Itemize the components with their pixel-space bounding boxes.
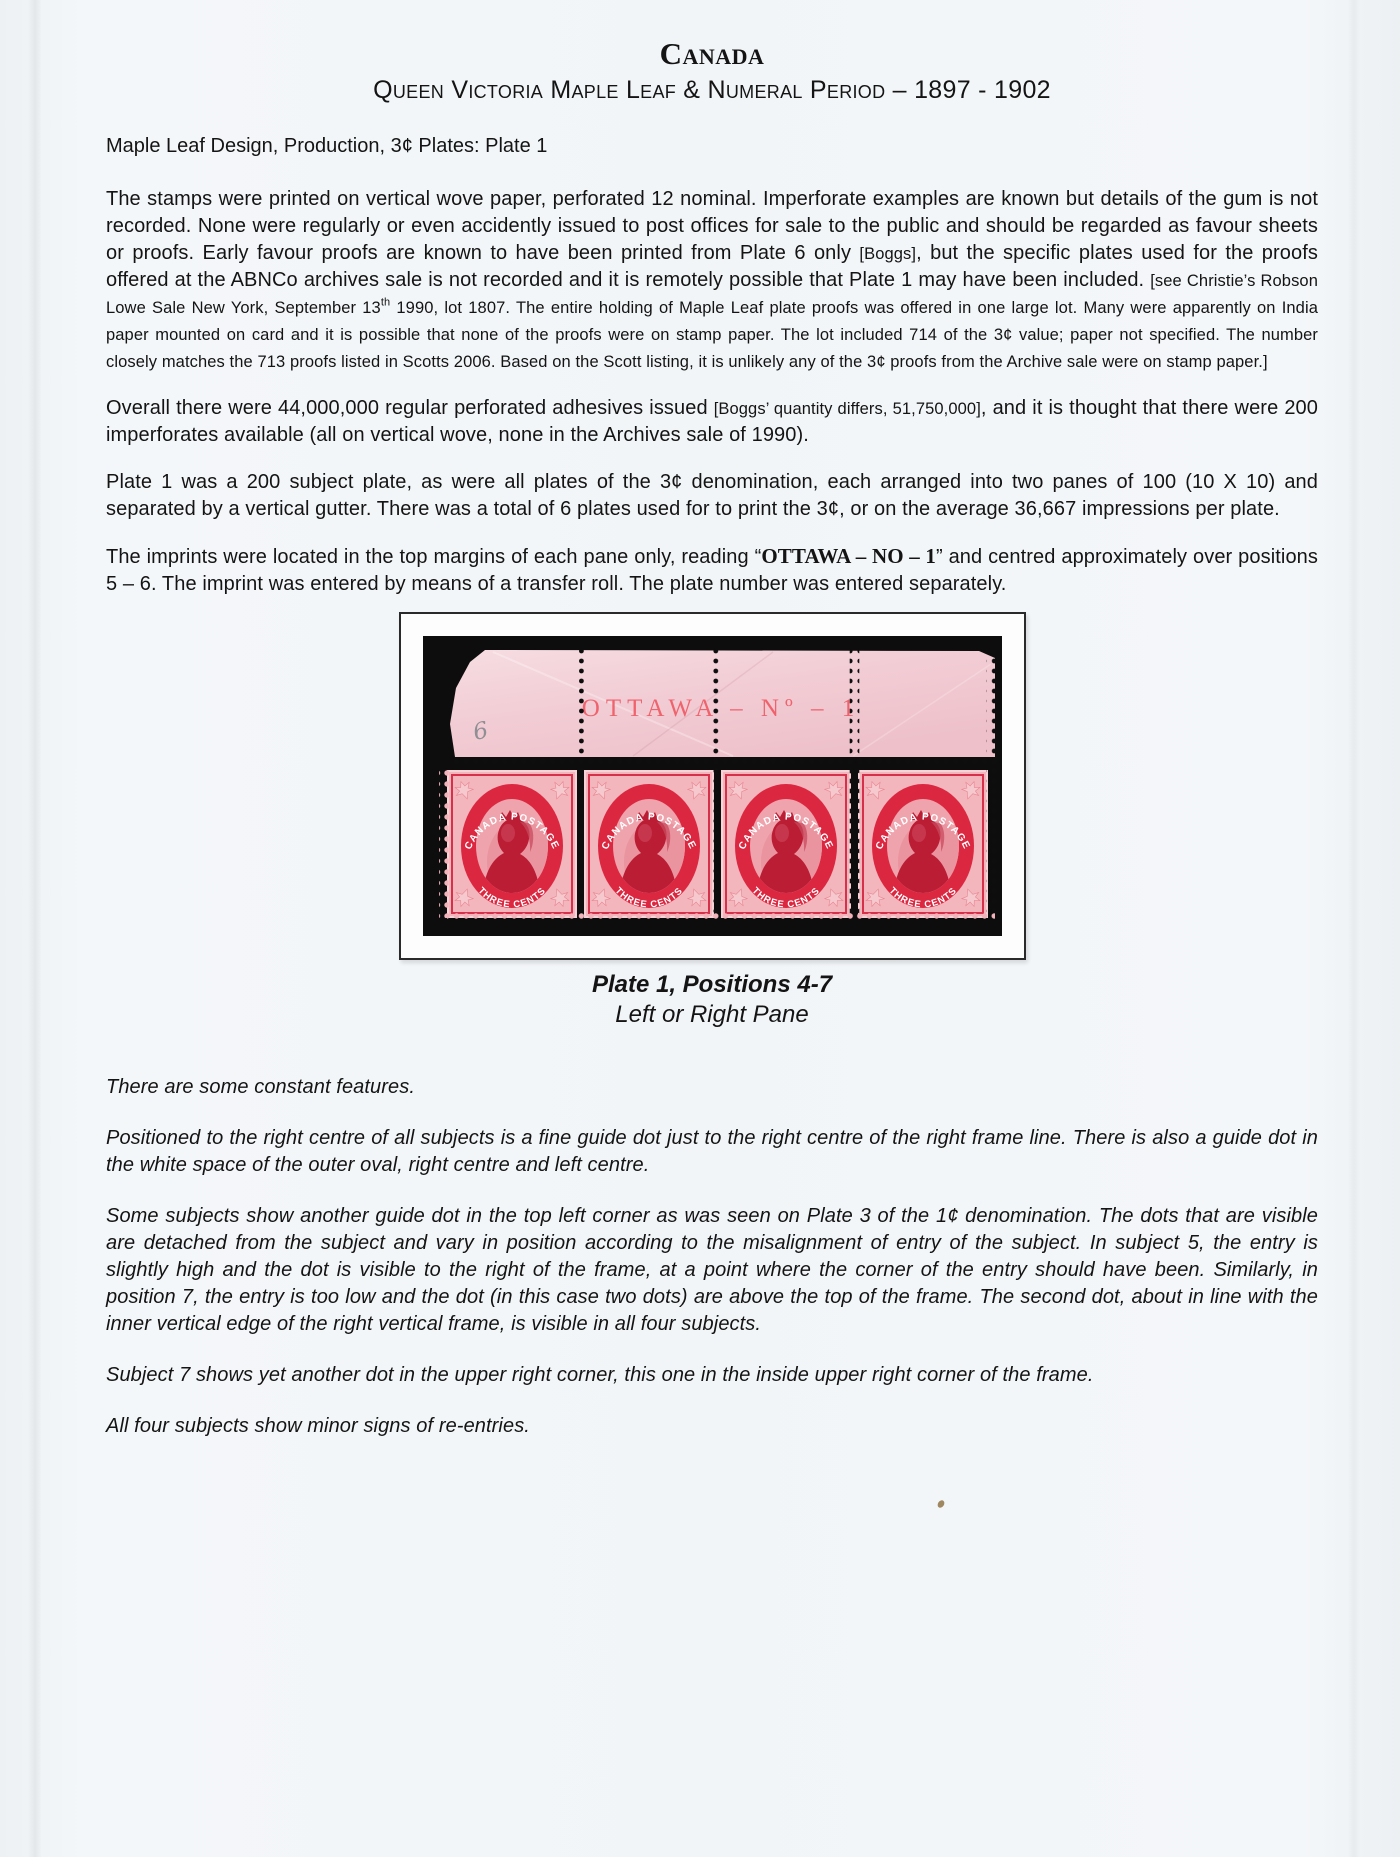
paragraph-quantities-text-2: , and it is thought that there were 200 imperforates available (all on vertical wove, none in the Archives sale of 1990). — [106, 397, 1318, 446]
scan-edge-shadow-left — [28, 0, 42, 1857]
section-heading: Maple Leaf Design, Production, 3¢ Plates: Plate 1 — [106, 135, 548, 157]
page-title: Canada — [659, 36, 765, 71]
note-guide-dot-right: Positioned to the right centre of all subjects is a fine guide dot just to the right centre of the right frame line. There is also a guide dot in the white space of the outer oval, right centre and left centre. — [106, 1127, 1318, 1176]
imprint-quote: OTTAWA – NO – 1 — [761, 544, 936, 568]
figure-caption-line1: Plate 1, Positions 4-7 — [591, 971, 833, 998]
page-content — [106, 36, 1318, 1440]
scan-edge-shadow-right — [1348, 0, 1360, 1857]
citation-boggs-quantity: [Boggs’ quantity differs, 51,750,000] — [713, 400, 981, 418]
pencil-annotation: 6 — [470, 717, 491, 746]
citation-boggs: [Boggs] — [859, 245, 917, 263]
citation-christies: [see Christie’s Robson Lowe Sale New York, September 13 — [106, 272, 1318, 317]
ordinal-superscript: th — [380, 296, 391, 309]
figure-caption-line2: Left or Right Pane — [615, 1001, 809, 1028]
paragraph-plate-layout: Plate 1 was a 200 subject plate, as were all plates of the 3¢ denomination, each arranged into two panes of 100 (10 X 10) and separated by a vertical gutter. There was a total of 6 plates used for to print the 3¢, or on the average 36,667 impressions per plate. — [106, 471, 1318, 520]
note-constant-features: There are some constant features. — [106, 1076, 416, 1098]
scan-speck — [936, 1499, 946, 1509]
paragraph-imprints — [106, 543, 1318, 598]
selvage-plate-imprint: OTTAWA – Nº – — [581, 695, 829, 722]
paragraph-production-text: The stamps were printed on vertical wove paper, perforated 12 nominal. Imperforate examples are known but details of the gum is not recorded. None were regularly or even accidently issued to post offices for sale to the public and should be regarded as favour sheets or proofs. Early favour proofs are known to have been printed from Plate 6 only — [106, 188, 1318, 264]
stamp-figure-mat — [423, 636, 1002, 936]
paragraph-quantities-text: Overall there were 44,000,000 regular perforated adhesives issued — [106, 397, 714, 419]
paragraph-imprints-text-2: ” and centred approximately over positions 5 – 6. The imprint was entered by means of a transfer roll. The plate number was entered separately. — [106, 546, 1318, 595]
stamp-figure-wrap — [106, 612, 1318, 960]
note-re-entries: All four subjects show minor signs of re-entries. — [106, 1415, 530, 1437]
paragraph-production — [106, 186, 1318, 375]
citation-christies-2: 1990, lot 1807. The entire holding of Maple Leaf plate proofs was offered in one large lot. Many were apparently on India paper mounted on card and it is possible that none of the proofs were on stamp paper. The lot included 714 of the 3¢ value; paper not specified. The number closely matches the 713 proofs listed in Scotts 2006. Based on the Scott listing, it is unlikely any of the 3¢ proofs from the Archive sale were on stamp paper.] — [106, 299, 1318, 371]
paragraph-quantities — [106, 395, 1318, 449]
page-subtitle: Queen Victoria Maple Leaf & Numeral Period – 1897 - 1902 — [373, 76, 1051, 104]
stamp-strip-photo — [423, 636, 1002, 936]
paragraph-imprints-text: The imprints were located in the top margins of each pane only, reading “ — [106, 546, 762, 568]
stamp-figure-frame — [399, 612, 1026, 960]
paragraph-production-text-2: , but the specific plates used for the proofs offered at the ABNCo archives sale is not recorded and it is remotely possible that Plate 1 may have been included. — [106, 242, 1318, 291]
note-guide-dot-top-left: Some subjects show another guide dot in the top left corner as was seen on Plate 3 of the 1¢ denomination. The dots that are visible are detached from the subject and vary in position according to the misalignment of entry of the subject. In subject 5, the entry is slightly high and the dot is visible to the right of the frame, at a point where the corner of the entry should have been. Similarly, in position 7, the entry is too low and the dot (in this case two dots) are above the top of the frame. The second dot, about in line with the inner vertical edge of the right vertical frame, is visible in all four subjects. — [106, 1205, 1318, 1335]
note-subject7-dot: Subject 7 shows yet another dot in the upper right corner, this one in the inside upper right corner of the frame. — [106, 1364, 1094, 1386]
